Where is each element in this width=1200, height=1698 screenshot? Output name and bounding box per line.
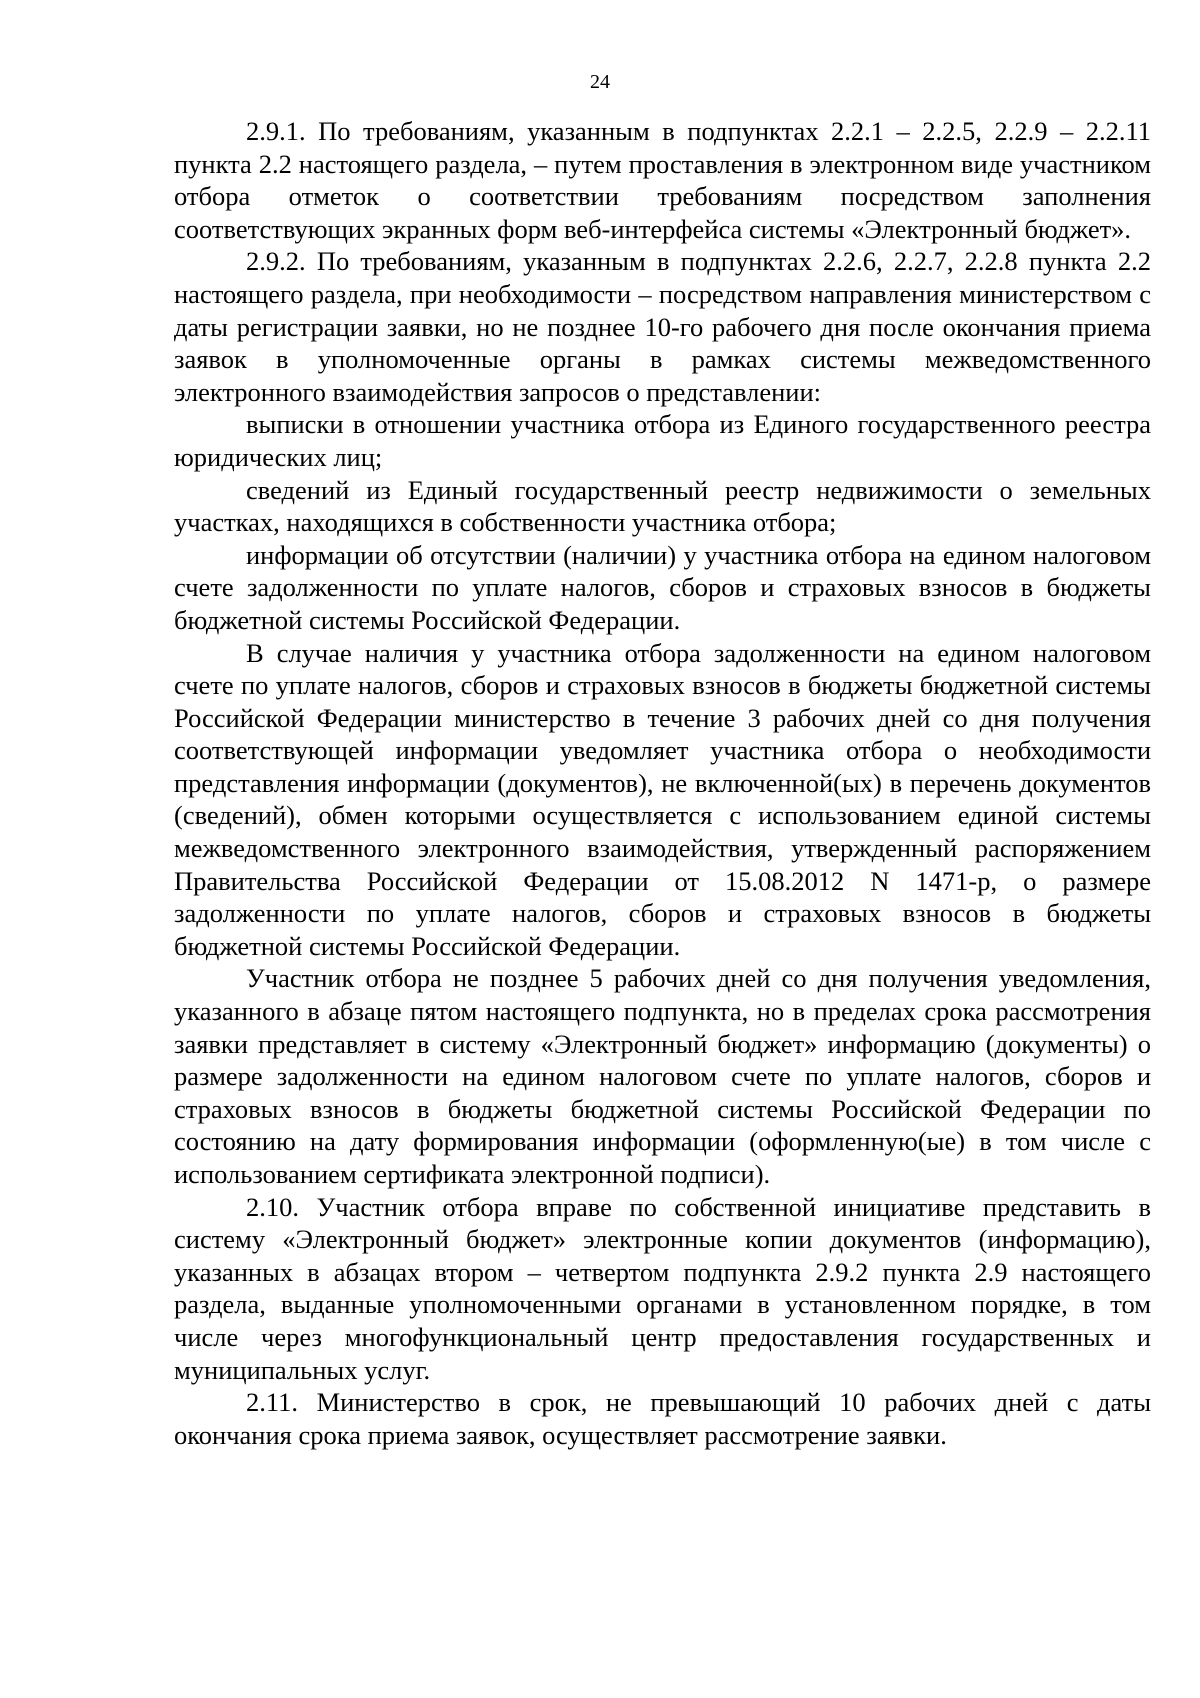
- paragraph-2-11: 2.11. Министерство в срок, не превышающий 10 рабочих дней с даты окончания срока приема заявок, осуществляет рассмотрение заявки.: [174, 1387, 1151, 1450]
- paragraph-participant-response: Участник отбора не позднее 5 рабочих дней со дня получения уведомления, указанного в абзаце пятом настоящего подпункта, но в пределах срока рассмотрения заявки представляет в систему «Электронный бюджет» информацию (документы) о размере задолженности на едином налоговом счете по уплате налогов, сборов и страховых взносов в бюджеты бюджетной системы Российской Федерации по состоянию на дату формирования информации (оформленную(ые) в том числе с использованием сертификата электронной подписи).: [174, 963, 1151, 1189]
- document-body: [174, 115, 1151, 1451]
- list-item-tax-debt-info: информации об отсутствии (наличии) у участника отбора на едином налоговом счете задолженности по уплате налогов, сборов и страховых взносов в бюджеты бюджетной системы Российской Федерации.: [174, 539, 1151, 635]
- list-item-egrul-extract: выписки в отношении участника отбора из Единого государственного реестра юридических лиц;: [174, 409, 1151, 472]
- page-number: 24: [590, 71, 610, 93]
- list-item-egrn-info: сведений из Единый государственный реестр недвижимости о земельных участках, находящихся в собственности участника отбора;: [174, 474, 1151, 538]
- paragraph-2-9-2: 2.9.2. По требованиям, указанным в подпунктах 2.2.6, 2.2.7, 2.2.8 пункта 2.2 настоящего раздела, при необходимости – посредством направления министерством с даты регистрации заявки, но не позднее 10-го рабочего дня после окончания приема заявок в уполномоченные органы в рамках системы межведомственного электронного взаимодействия запросов о представлении:: [174, 246, 1151, 407]
- paragraph-2-9-1: 2.9.1. По требованиям, указанным в подпунктах 2.2.1 – 2.2.5, 2.2.9 – 2.2.11 пункта 2.2 настоящего раздела, – путем проставления в электронном виде участником отбора отметок о соответствии требованиям посредством заполнения соответствующих экранных форм веб-интерфейса системы «Электронный бюджет».: [174, 116, 1151, 244]
- paragraph-debt-notification: В случае наличия у участника отбора задолженности на едином налоговом счете по уплате налогов, сборов и страховых взносов в бюджеты бюджетной системы Российской Федерации министерство в течение 3 рабочих дней со дня получения соответствующей информации уведомляет участника отбора о необходимости представления информации (документов), не включенной(ых) в перечень документов (сведений), обмен которыми осуществляется с использованием единой системы межведомственного электронного взаимодействия, утвержденный распоряжением Правительства Российской Федерации от 15.08.2012 N 1471-р, о размере задолженности по уплате налогов, сборов и страховых взносов в бюджеты бюджетной системы Российской Федерации.: [174, 637, 1151, 961]
- paragraph-2-10: 2.10. Участник отбора вправе по собственной инициативе представить в систему «Электронный бюджет» электронные копии документов (информацию), указанных в абзацах втором – четвертом подпункта 2.9.2 пункта 2.9 настоящего раздела, выданные уполномоченными органами в установленном порядке, в том числе через многофункциональный центр предоставления государственных и муниципальных услуг.: [174, 1191, 1151, 1385]
